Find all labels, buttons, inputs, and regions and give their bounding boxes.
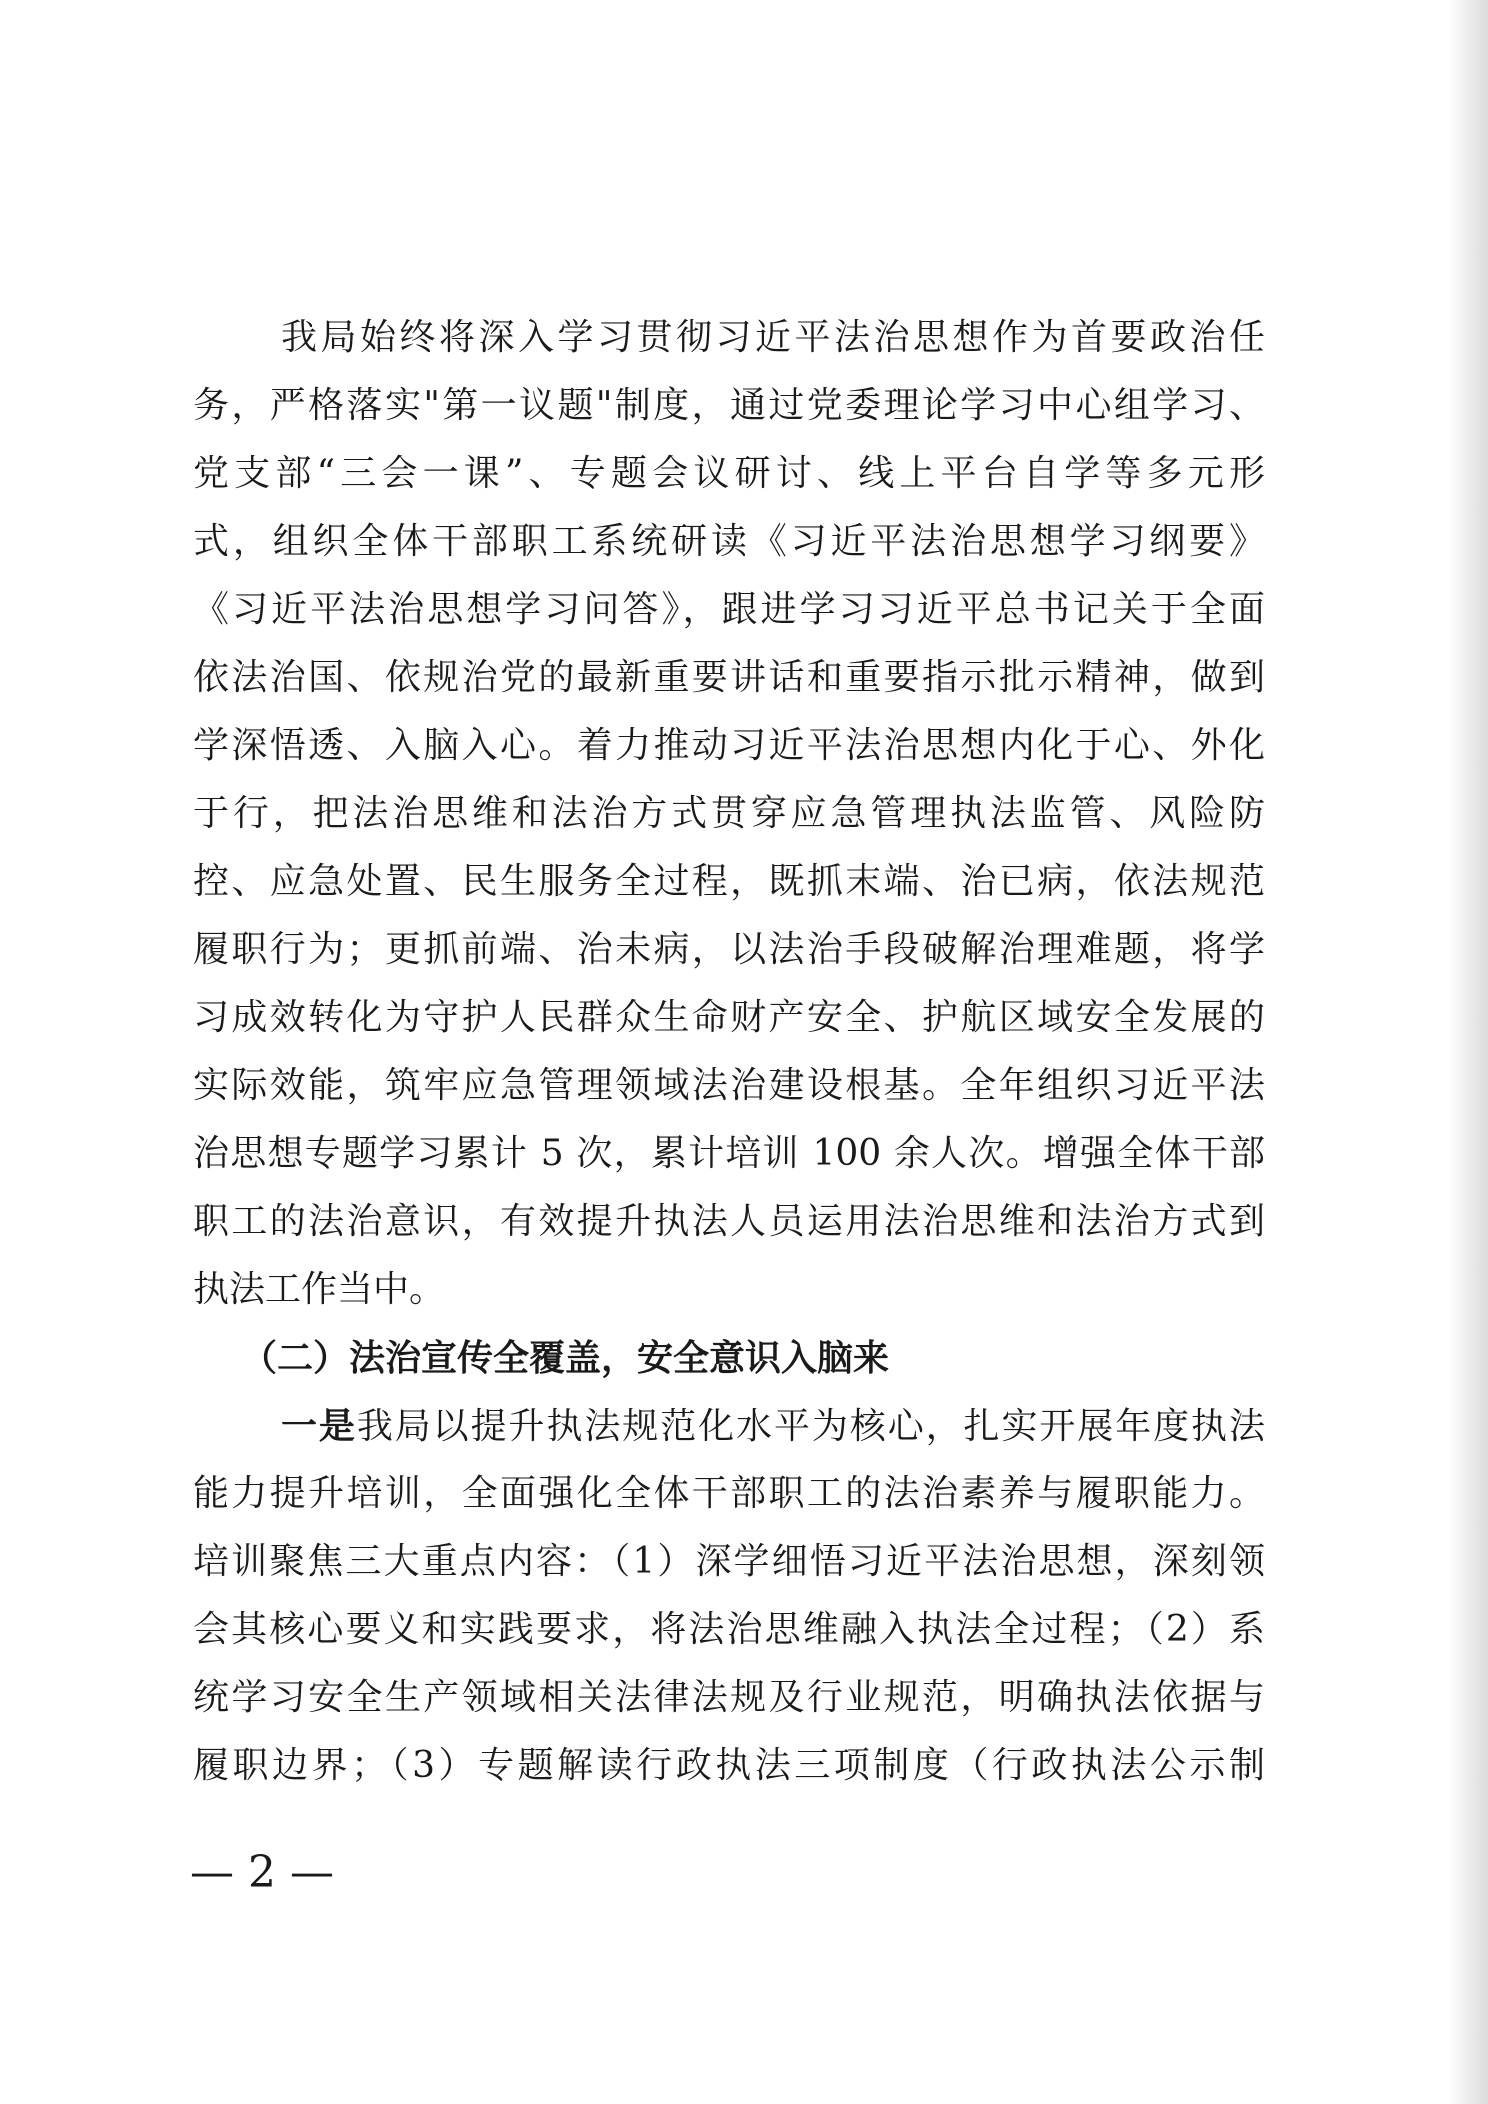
text-line: 我局始终将深入学习贯彻习近平法治思想作为首要政治任 <box>281 317 1265 358</box>
lead-bold-text: 一是 <box>281 1405 357 1447</box>
text-line: 履职边界；（3）专题解读行政执法三项制度（行政执法公示制 <box>193 1745 1265 1786</box>
page-number: — 2 — <box>190 1847 334 1898</box>
section-heading: （二）法治宣传全覆盖，安全意识入脑来 <box>241 1337 890 1379</box>
paragraph-1 <box>193 304 1265 1324</box>
text-line: 治思想专题学习累计 5 次，累计培训 100 余人次。增强全体干部 <box>193 1133 1265 1174</box>
paragraph-2 <box>193 1392 1265 1800</box>
text-line: 党支部“三会一课”、专题会议研讨、线上平台自学等多元形 <box>193 453 1265 494</box>
text-line: 习成效转化为守护人民群众生命财产安全、护航区域安全发展的 <box>193 997 1265 1038</box>
text-line: 会其核心要义和实践要求，将法治思维融入执法全过程；（2）系 <box>193 1609 1265 1650</box>
text-line: 培训聚焦三大重点内容：（1）深学细悟习近平法治思想，深刻领 <box>193 1541 1265 1582</box>
text-line: 执法工作当中。 <box>193 1269 446 1310</box>
text-line: 履职行为；更抓前端、治未病，以法治手段破解治理难题，将学 <box>193 929 1265 970</box>
text-line: 《习近平法治思想学习问答》，跟进学习习近平总书记关于全面 <box>193 589 1265 630</box>
text-line: 控、应急处置、民生服务全过程，既抓末端、治已病，依法规范 <box>193 861 1265 902</box>
text-line: 务，严格落实"第一议题"制度，通过党委理论学习中心组学习、 <box>193 385 1265 426</box>
text-line: 能力提升培训，全面强化全体干部职工的法治素养与履职能力。 <box>193 1473 1265 1514</box>
text-line: 实际效能，筑牢应急管理领域法治建设根基。全年组织习近平法 <box>193 1065 1265 1106</box>
text-line: 依法治国、依规治党的最新重要讲话和重要指示批示精神，做到 <box>193 657 1265 698</box>
text-line: 式，组织全体干部职工系统研读《习近平法治思想学习纲要》 <box>193 521 1265 562</box>
text-line <box>193 1392 1265 1460</box>
text-line: 于行，把法治思维和法治方式贯穿应急管理执法监管、风险防 <box>193 793 1265 834</box>
scan-edge-shadow <box>1448 0 1488 2104</box>
text-span: 我局以提升执法规范化水平为核心，扎实开展年度执法 <box>356 1406 1265 1447</box>
text-line: 学深悟透、入脑入心。着力推动习近平法治思想内化于心、外化 <box>193 725 1265 766</box>
text-line: 职工的法治意识，有效提升执法人员运用法治思维和法治方式到 <box>193 1201 1265 1242</box>
document-body <box>193 304 1265 1800</box>
text-line: 统学习安全生产领域相关法律法规及行业规范，明确执法依据与 <box>193 1677 1265 1718</box>
